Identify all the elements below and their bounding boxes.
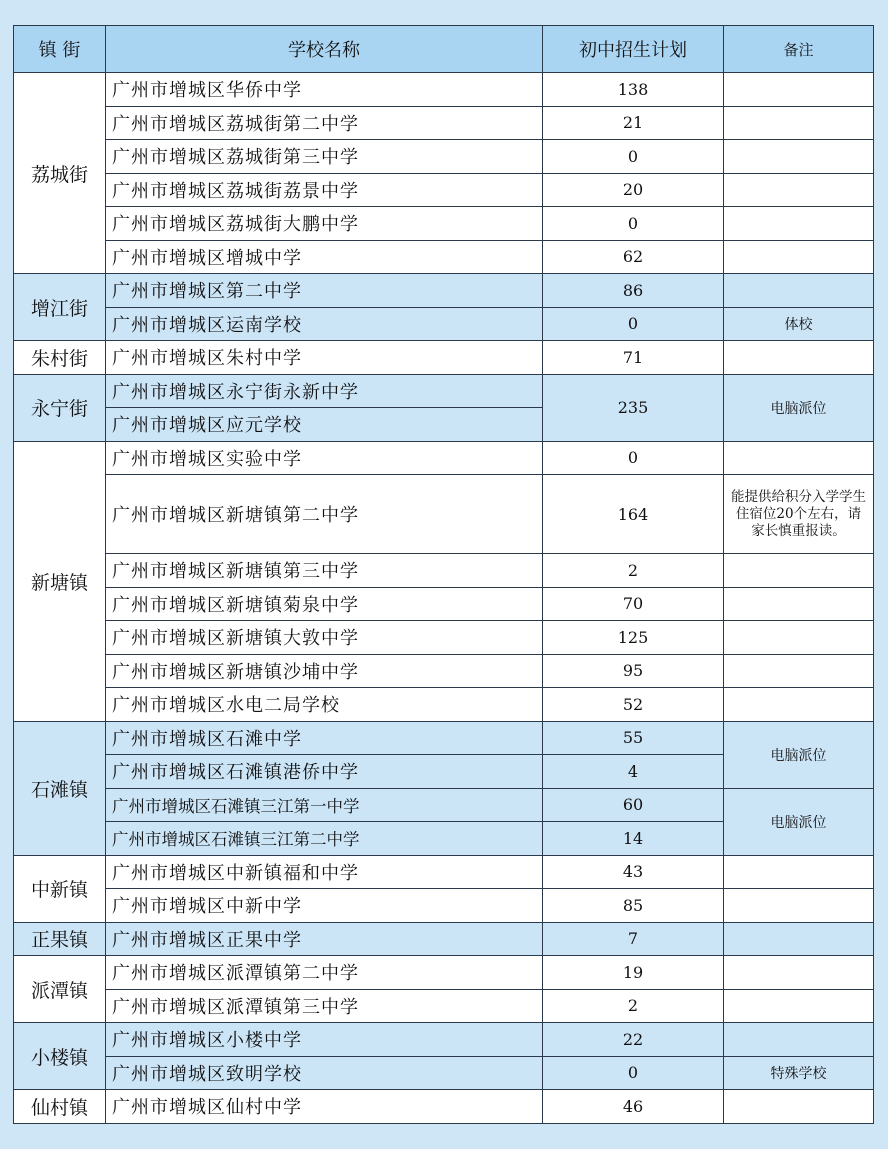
plan-count: 60 <box>543 788 724 822</box>
plan-count: 235 <box>543 374 724 441</box>
plan-count: 71 <box>543 341 724 375</box>
header-note: 备注 <box>724 26 874 73</box>
plan-count: 0 <box>543 1056 724 1090</box>
note-cell <box>724 173 874 207</box>
note-cell <box>724 1023 874 1057</box>
plan-count: 62 <box>543 240 724 274</box>
table-row <box>14 140 874 174</box>
table-row <box>14 475 874 554</box>
table-row <box>14 587 874 621</box>
school-name: 广州市增城区新塘镇第二中学 <box>106 475 543 554</box>
note-cell <box>724 956 874 990</box>
school-name: 广州市增城区华侨中学 <box>106 73 543 107</box>
school-name: 广州市增城区派潭镇第三中学 <box>106 989 543 1023</box>
table-row <box>14 207 874 241</box>
note-cell <box>724 73 874 107</box>
plan-count: 0 <box>543 441 724 475</box>
table-row <box>14 621 874 655</box>
note-cell: 电脑派位 <box>724 721 874 788</box>
plan-count: 85 <box>543 889 724 923</box>
table-row <box>14 889 874 923</box>
school-name: 广州市增城区小楼中学 <box>106 1023 543 1057</box>
table-row <box>14 106 874 140</box>
note-cell <box>724 140 874 174</box>
plan-count: 7 <box>543 922 724 956</box>
table-header-row <box>14 26 874 73</box>
school-name: 广州市增城区仙村中学 <box>106 1090 543 1124</box>
school-name: 广州市增城区石滩镇三江第二中学 <box>106 822 543 856</box>
table-row <box>14 441 874 475</box>
header-plan: 初中招生计划 <box>543 26 724 73</box>
table-row <box>14 688 874 722</box>
table-row <box>14 73 874 107</box>
school-name: 广州市增城区荔城街第三中学 <box>106 140 543 174</box>
plan-count: 0 <box>543 140 724 174</box>
plan-count: 22 <box>543 1023 724 1057</box>
note-cell <box>724 688 874 722</box>
plan-count: 4 <box>543 755 724 789</box>
plan-count: 86 <box>543 274 724 308</box>
note-cell <box>724 1090 874 1124</box>
town-cell: 派潭镇 <box>14 956 106 1023</box>
plan-count: 164 <box>543 475 724 554</box>
town-cell: 朱村街 <box>14 341 106 375</box>
school-name: 广州市增城区荔城街大鹏中学 <box>106 207 543 241</box>
school-name: 广州市增城区新塘镇菊泉中学 <box>106 587 543 621</box>
note-cell: 能提供给积分入学学生住宿位20个左右，请家长慎重报读。 <box>724 475 874 554</box>
school-name: 广州市增城区新塘镇大敦中学 <box>106 621 543 655</box>
school-name: 广州市增城区新塘镇第三中学 <box>106 554 543 588</box>
table-row <box>14 1023 874 1057</box>
plan-count: 95 <box>543 654 724 688</box>
town-cell: 小楼镇 <box>14 1023 106 1090</box>
plan-count: 2 <box>543 554 724 588</box>
school-name: 广州市增城区石滩镇港侨中学 <box>106 755 543 789</box>
note-cell <box>724 240 874 274</box>
enrollment-plan-table <box>13 25 874 1124</box>
plan-count: 55 <box>543 721 724 755</box>
town-cell: 仙村镇 <box>14 1090 106 1124</box>
note-cell: 体校 <box>724 307 874 341</box>
table-row <box>14 654 874 688</box>
school-name: 广州市增城区第二中学 <box>106 274 543 308</box>
table-row <box>14 788 874 822</box>
note-cell <box>724 341 874 375</box>
note-cell <box>724 621 874 655</box>
school-name: 广州市增城区应元学校 <box>106 408 543 442</box>
school-name: 广州市增城区增城中学 <box>106 240 543 274</box>
table-row <box>14 240 874 274</box>
note-cell <box>724 922 874 956</box>
plan-count: 19 <box>543 956 724 990</box>
plan-count: 138 <box>543 73 724 107</box>
school-name: 广州市增城区致明学校 <box>106 1056 543 1090</box>
table-row <box>14 1090 874 1124</box>
table-row <box>14 1056 874 1090</box>
school-name: 广州市增城区水电二局学校 <box>106 688 543 722</box>
town-cell: 新塘镇 <box>14 441 106 721</box>
note-cell <box>724 989 874 1023</box>
plan-count: 20 <box>543 173 724 207</box>
town-cell: 增江街 <box>14 274 106 341</box>
header-town: 镇 街 <box>14 26 106 73</box>
note-cell: 特殊学校 <box>724 1056 874 1090</box>
plan-count: 0 <box>543 307 724 341</box>
table-row <box>14 721 874 755</box>
note-cell <box>724 106 874 140</box>
note-cell <box>724 207 874 241</box>
school-name: 广州市增城区中新中学 <box>106 889 543 923</box>
table-row <box>14 855 874 889</box>
school-name: 广州市增城区正果中学 <box>106 922 543 956</box>
town-cell: 中新镇 <box>14 855 106 922</box>
town-cell: 石滩镇 <box>14 721 106 855</box>
table-row <box>14 307 874 341</box>
school-name: 广州市增城区运南学校 <box>106 307 543 341</box>
table-row <box>14 989 874 1023</box>
town-cell: 正果镇 <box>14 922 106 956</box>
enrollment-table-frame <box>13 25 873 1125</box>
note-cell <box>724 441 874 475</box>
note-cell: 电脑派位 <box>724 788 874 855</box>
town-cell: 荔城街 <box>14 73 106 274</box>
school-name: 广州市增城区中新镇福和中学 <box>106 855 543 889</box>
plan-count: 43 <box>543 855 724 889</box>
note-cell <box>724 274 874 308</box>
school-name: 广州市增城区实验中学 <box>106 441 543 475</box>
note-cell <box>724 654 874 688</box>
plan-count: 14 <box>543 822 724 856</box>
school-name: 广州市增城区石滩中学 <box>106 721 543 755</box>
plan-count: 125 <box>543 621 724 655</box>
table-row <box>14 274 874 308</box>
school-name: 广州市增城区朱村中学 <box>106 341 543 375</box>
note-cell: 电脑派位 <box>724 374 874 441</box>
school-name: 广州市增城区新塘镇沙埔中学 <box>106 654 543 688</box>
note-cell <box>724 889 874 923</box>
table-row <box>14 922 874 956</box>
school-name: 广州市增城区荔城街第二中学 <box>106 106 543 140</box>
school-name: 广州市增城区永宁街永新中学 <box>106 374 543 408</box>
plan-count: 52 <box>543 688 724 722</box>
table-row <box>14 956 874 990</box>
note-cell <box>724 554 874 588</box>
plan-count: 70 <box>543 587 724 621</box>
table-row <box>14 173 874 207</box>
table-row <box>14 374 874 408</box>
plan-count: 2 <box>543 989 724 1023</box>
school-name: 广州市增城区派潭镇第二中学 <box>106 956 543 990</box>
town-cell: 永宁街 <box>14 374 106 441</box>
school-name: 广州市增城区石滩镇三江第一中学 <box>106 788 543 822</box>
note-cell <box>724 587 874 621</box>
table-row <box>14 554 874 588</box>
school-name: 广州市增城区荔城街荔景中学 <box>106 173 543 207</box>
table-row <box>14 341 874 375</box>
plan-count: 21 <box>543 106 724 140</box>
note-cell <box>724 855 874 889</box>
header-school: 学校名称 <box>106 26 543 73</box>
plan-count: 46 <box>543 1090 724 1124</box>
plan-count: 0 <box>543 207 724 241</box>
